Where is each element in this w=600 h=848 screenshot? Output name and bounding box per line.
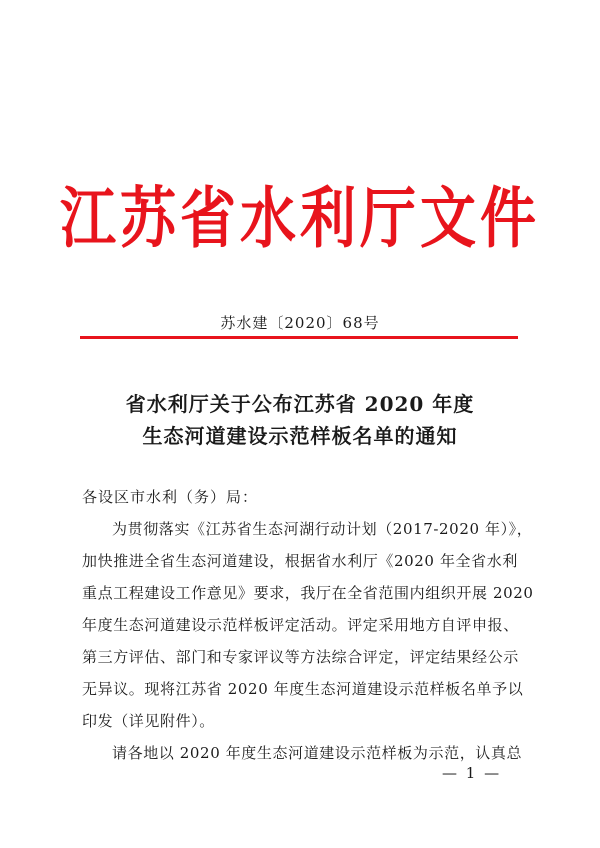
- document-masthead: 江苏省水利厅文件: [60, 181, 540, 258]
- body-line: 重点工程建设工作意见》要求，我厅在全省范围内组织开展 2020: [82, 584, 534, 602]
- red-divider-line: [80, 336, 518, 339]
- document-title-line-1: 省水利厅关于公布江苏省 2020 年度: [125, 392, 475, 416]
- page-number: — 1 —: [442, 764, 502, 782]
- salutation: 各设区市水利（务）局：: [82, 488, 259, 506]
- body-line: 印发（详见附件）。: [82, 712, 215, 730]
- document-number: 苏水建〔2020〕68号: [220, 314, 380, 332]
- body-line: 加快推进全省生态河道建设，根据省水利厅《2020 年全省水利: [82, 552, 518, 570]
- body-line: 年度生态河道建设示范样板评定活动。评定采用地方自评申报、: [82, 616, 519, 634]
- body-line: 请各地以 2020 年度生态河道建设示范样板为示范，认真总: [112, 744, 523, 762]
- body-line: 第三方评估、部门和专家评议等方法综合评定，评定结果经公示: [82, 648, 519, 666]
- body-line: 为贯彻落实《江苏省生态河湖行动计划（2017-2020 年）》，: [112, 520, 533, 538]
- document-title-line-2: 生态河道建设示范样板名单的通知: [142, 424, 458, 448]
- body-line: 无异议。现将江苏省 2020 年度生态河道建设示范样板名单予以: [82, 680, 524, 698]
